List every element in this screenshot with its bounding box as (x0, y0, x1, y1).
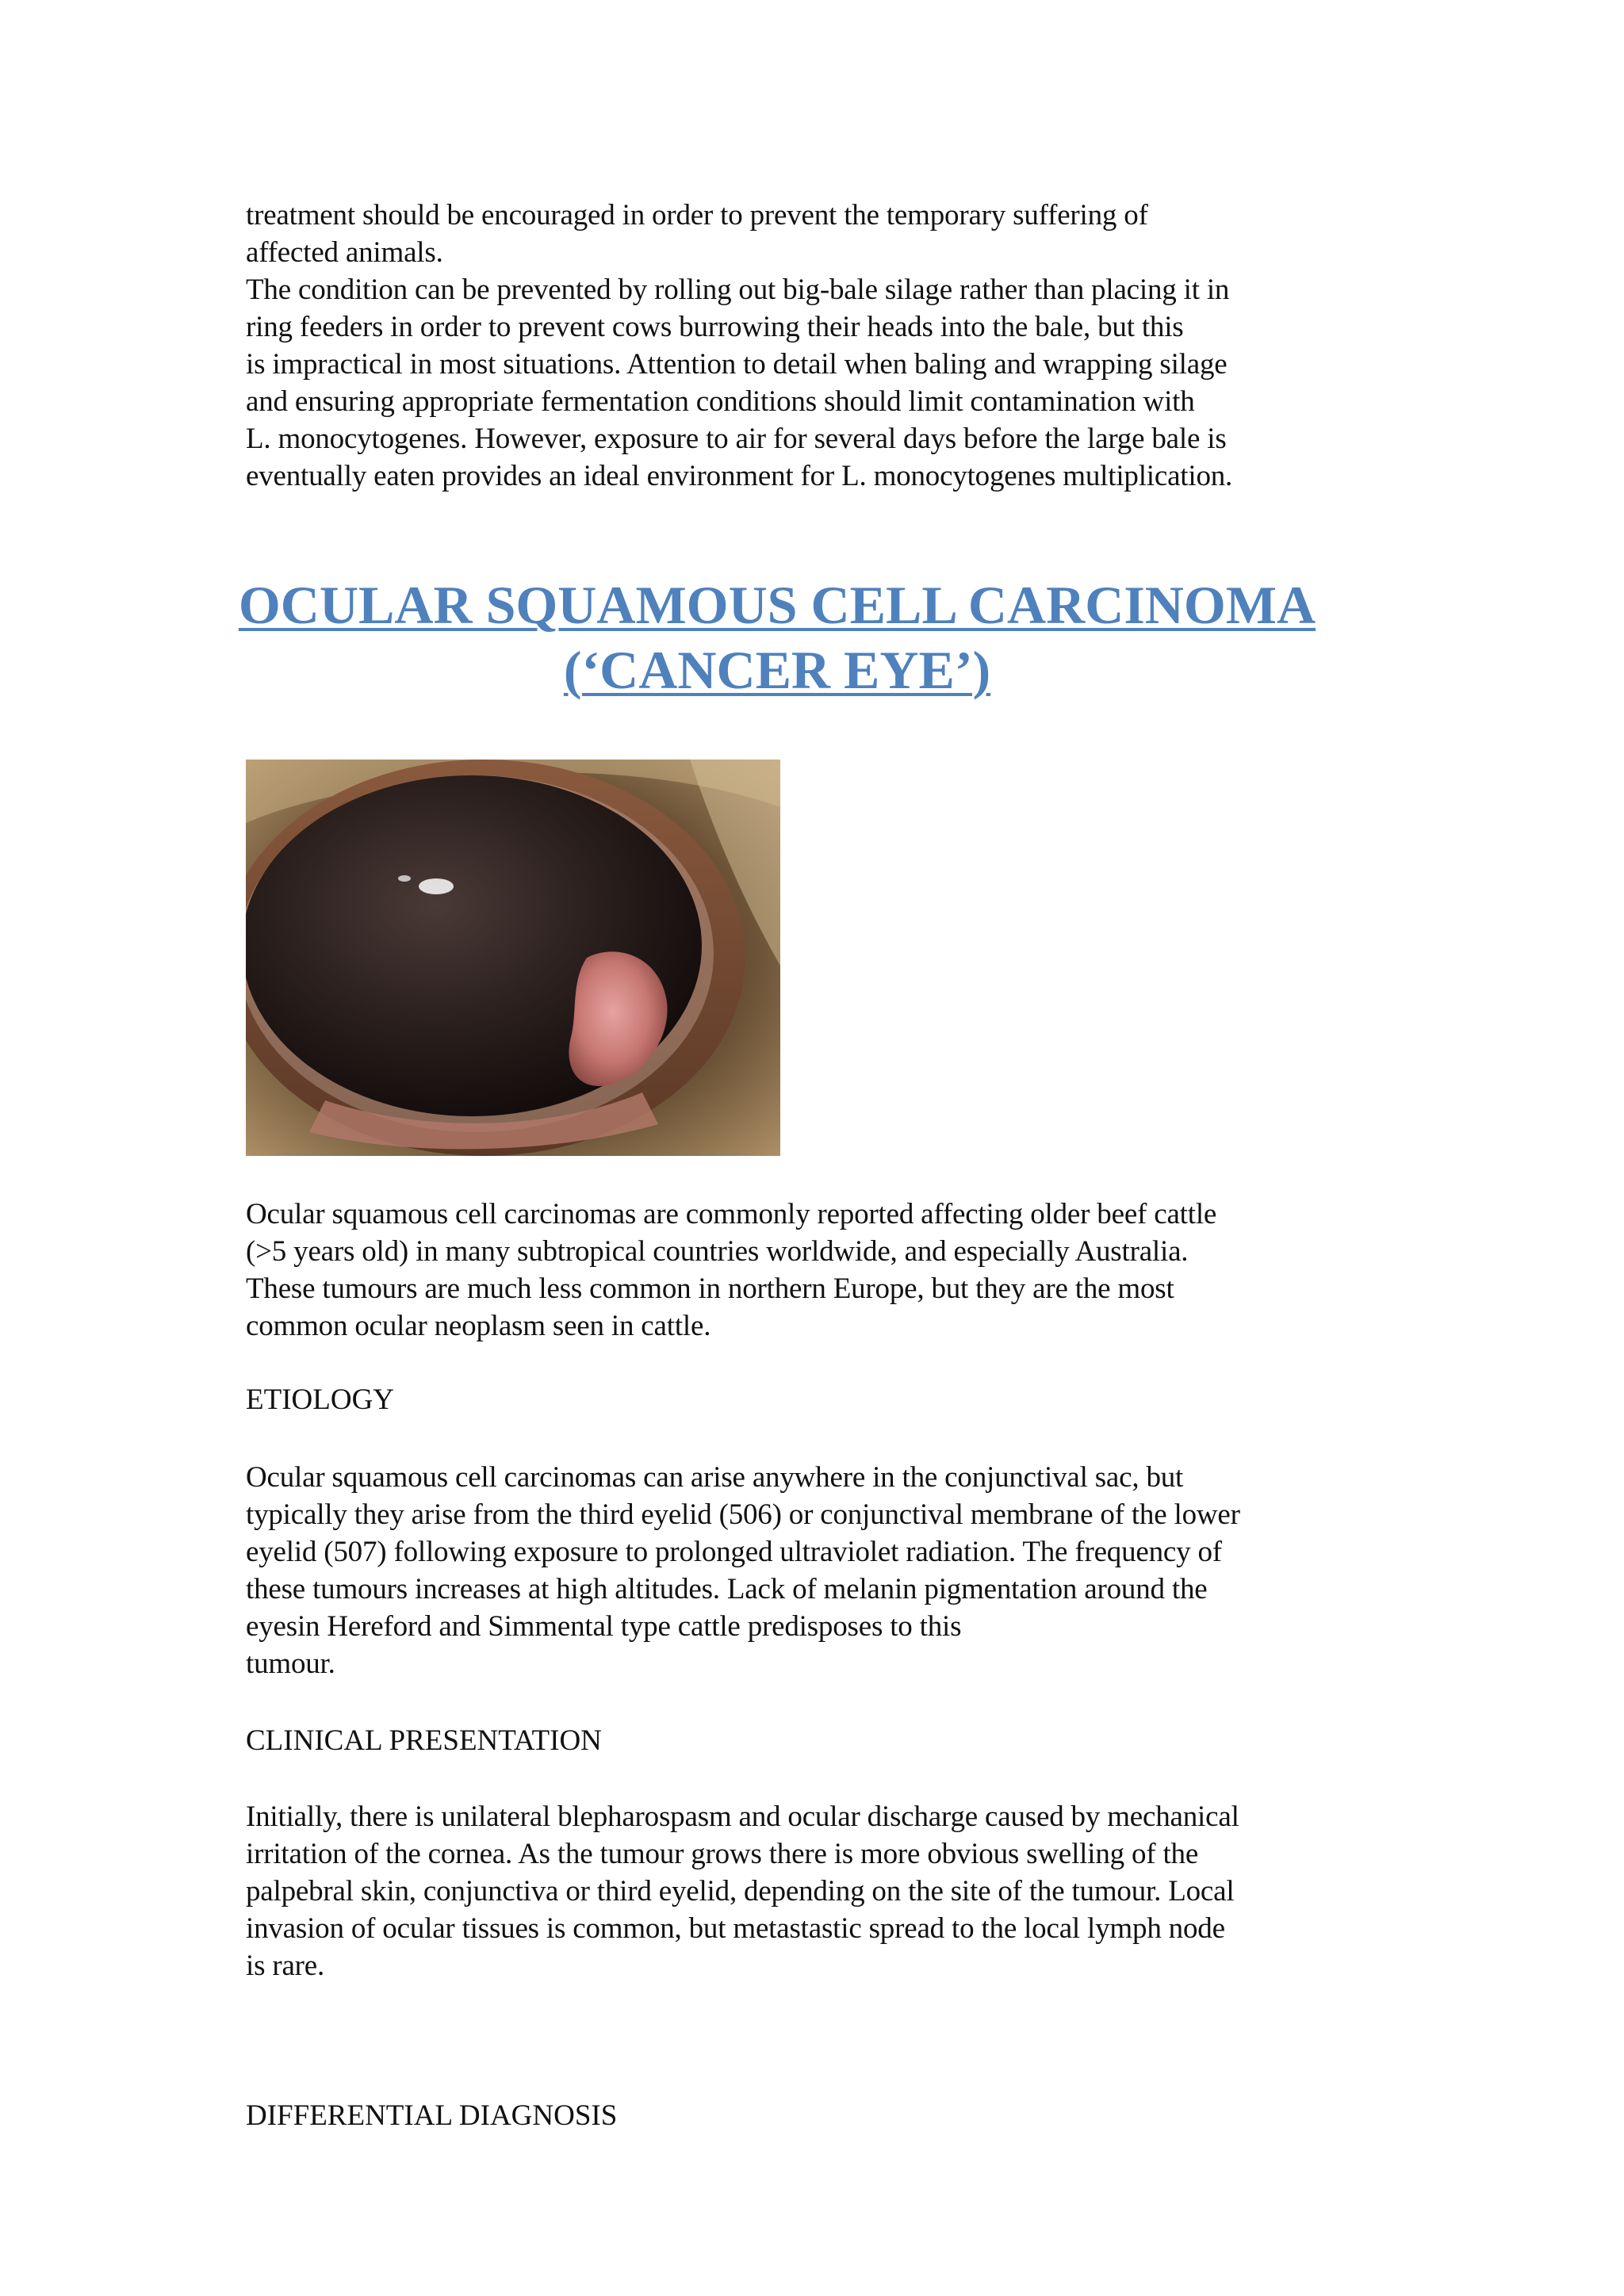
eye-photograph (246, 760, 780, 1156)
text-line: affected animals. (246, 236, 443, 269)
text-line: eventually eaten provides an ideal environment for L. monocytogenes multiplication. (246, 460, 1233, 492)
text-line: (>5 years old) in many subtropical countries worldwide, and especially Australia. (246, 1235, 1189, 1268)
overview-paragraph (246, 1196, 1380, 1345)
text-line: irritation of the cornea. As the tumour grows there is more obvious swelling of the (246, 1838, 1199, 1870)
text-line: is rare. (246, 1950, 325, 1982)
text-line: These tumours are much less common in northern Europe, but they are the most (246, 1272, 1174, 1305)
text-line: The condition can be prevented by rolling out big-bale silage rather than placing it in (246, 274, 1230, 306)
text-line: these tumours increases at high altitudes. Lack of melanin pigmentation around the (246, 1573, 1208, 1605)
text-line: ring feeders in order to prevent cows burrowing their heads into the bale, but this (246, 311, 1184, 343)
page-title (159, 572, 1396, 702)
text-line: typically they arise from the third eyelid (506) or conjunctival membrane of the lower (246, 1498, 1240, 1531)
text-line: L. monocytogenes. However, exposure to air for several days before the large bale is (246, 423, 1227, 455)
text-line: tumour. (246, 1647, 335, 1680)
text-line: eyelid (507) following exposure to prolonged ultraviolet radiation. The frequency of (246, 1536, 1222, 1568)
intro-paragraph (246, 197, 1380, 495)
text-line: common ocular neoplasm seen in cattle. (246, 1310, 711, 1342)
text-line: is impractical in most situations. Attention to detail when baling and wrapping silage (246, 348, 1228, 381)
clinical-presentation-paragraph (246, 1798, 1380, 1984)
text-line: invasion of ocular tissues is common, but metastastic spread to the local lymph node (246, 1912, 1225, 1945)
differential-diagnosis-heading: DIFFERENTIAL DIAGNOSIS (246, 2099, 618, 2132)
text-line: and ensuring appropriate fermentation conditions should limit contamination with (246, 385, 1195, 418)
etiology-heading: ETIOLOGY (246, 1383, 395, 1416)
text-line: Ocular squamous cell carcinomas are commonly reported affecting older beef cattle (246, 1198, 1217, 1230)
text-line: eyesin Hereford and Simmental type cattle predisposes to this (246, 1610, 962, 1643)
text-line: Ocular squamous cell carcinomas can arise anywhere in the conjunctival sac, but (246, 1461, 1184, 1494)
title-line-2: (‘CANCER EYE’) (563, 640, 991, 700)
text-line: Initially, there is unilateral blepharospasm and ocular discharge caused by mechanical (246, 1800, 1239, 1833)
text-line: treatment should be encouraged in order to prevent the temporary suffering of (246, 199, 1148, 232)
etiology-paragraph (246, 1459, 1380, 1682)
text-line: palpebral skin, conjunctiva or third eyelid, depending on the site of the tumour. Local (246, 1875, 1235, 1908)
title-line-1: OCULAR SQUAMOUS CELL CARCINOMA (238, 575, 1316, 635)
clinical-presentation-heading: CLINICAL PRESENTATION (246, 1724, 602, 1757)
